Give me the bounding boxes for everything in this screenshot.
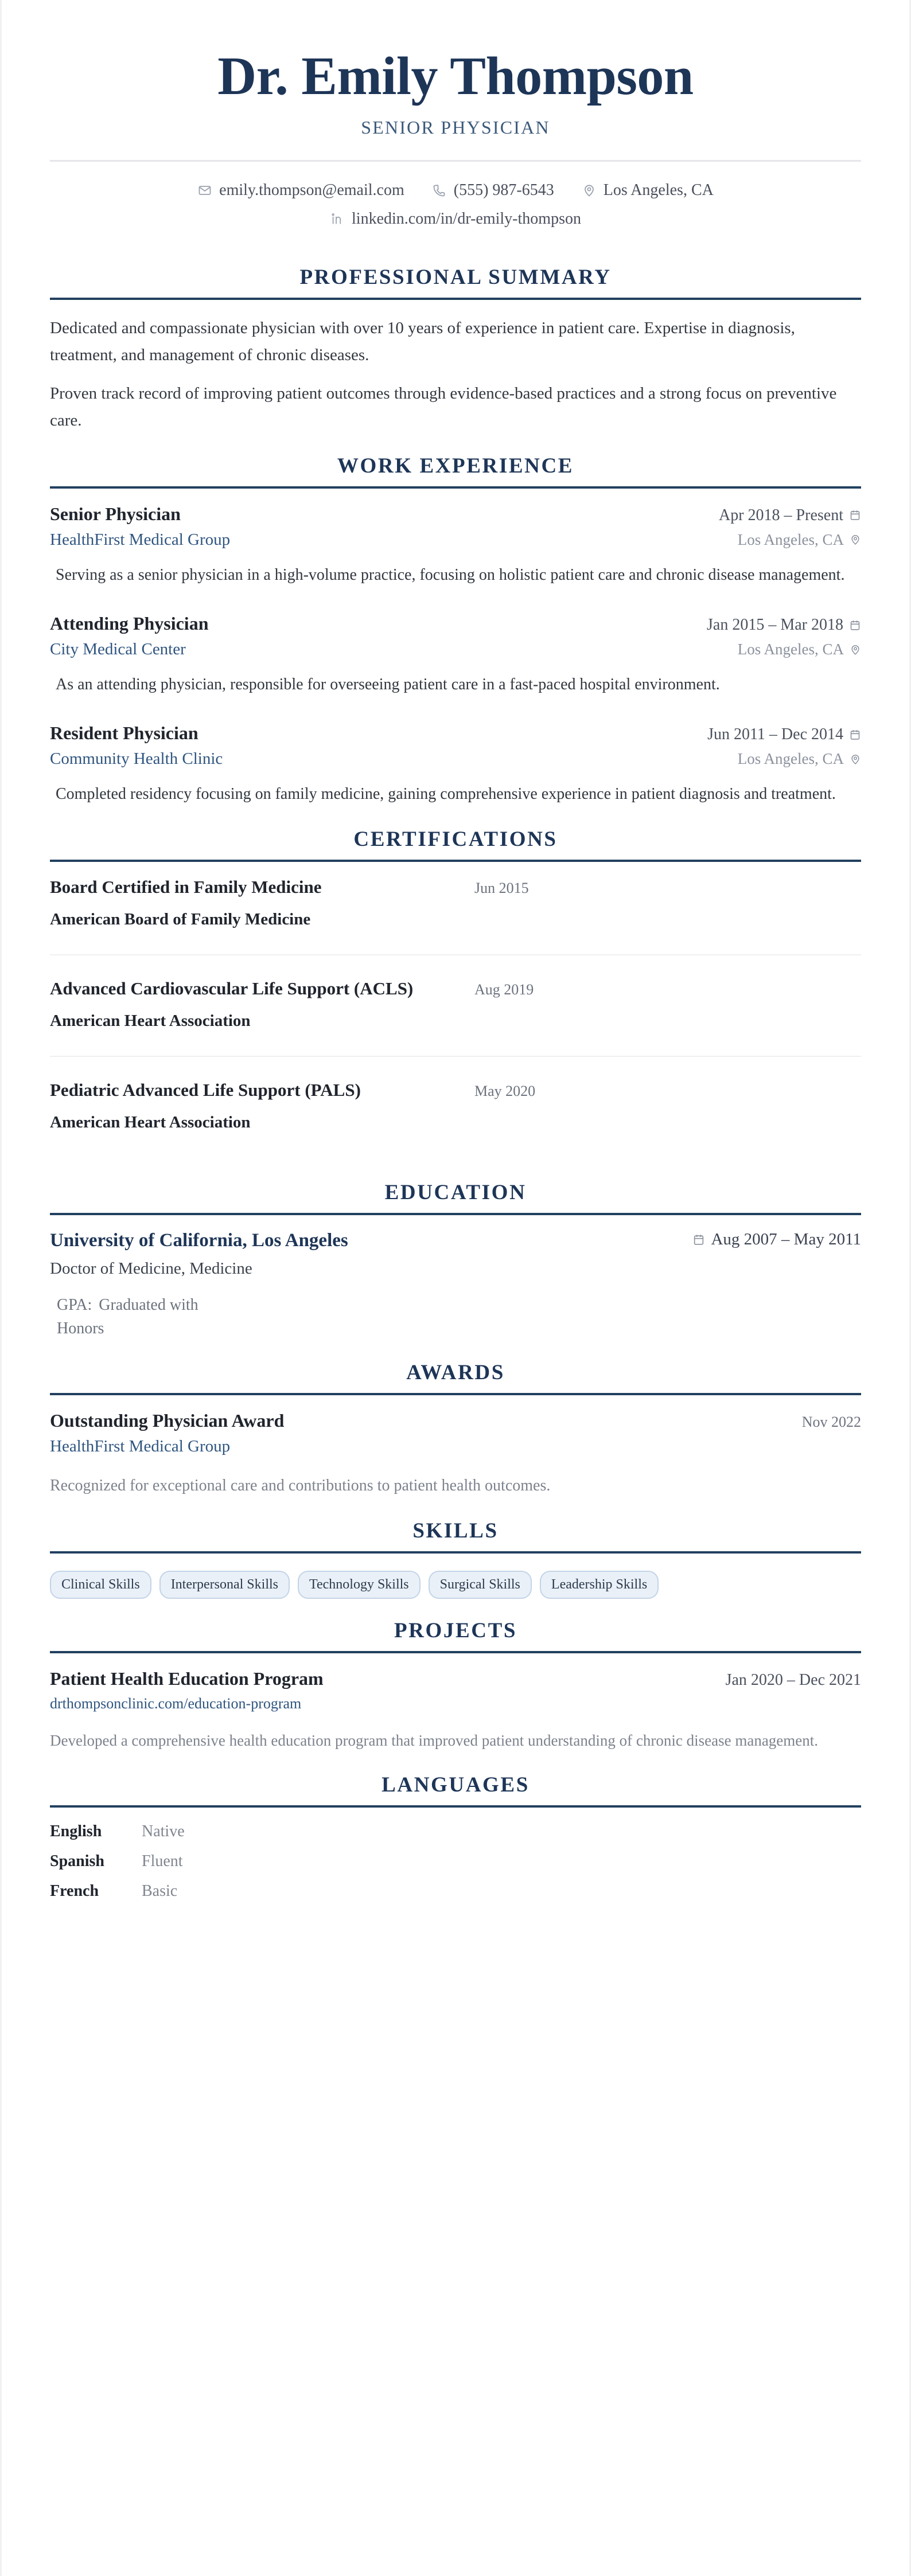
award-entry bbox=[50, 1410, 861, 1499]
section-rule-work bbox=[50, 486, 861, 489]
work-entry-header bbox=[50, 723, 861, 744]
certification-date: May 2020 bbox=[474, 1082, 536, 1099]
map-pin-icon bbox=[582, 183, 597, 198]
work-role: Resident Physician bbox=[50, 723, 198, 744]
certification-header bbox=[50, 1080, 861, 1100]
section-languages bbox=[50, 1773, 861, 1900]
project-entry bbox=[50, 1668, 861, 1753]
calendar-icon bbox=[849, 619, 861, 631]
work-entry-header bbox=[50, 613, 861, 634]
work-date bbox=[707, 616, 861, 634]
section-awards bbox=[50, 1360, 861, 1499]
project-description: Developed a comprehensive health education program that improved patient understanding of chronic disease management. bbox=[50, 1731, 819, 1749]
award-description: Recognized for exceptional care and contributions to patient health outcomes. bbox=[50, 1476, 551, 1494]
work-description: Completed residency focusing on family medicine, gaining comprehensive experience in patient diagnosis and treatment. bbox=[56, 785, 836, 803]
section-rule-awards bbox=[50, 1393, 861, 1395]
work-entry-subheader bbox=[50, 530, 861, 549]
education-gpa-label: GPA: bbox=[57, 1295, 92, 1314]
contact-row-primary bbox=[50, 181, 861, 200]
section-title-summary: PROFESSIONAL SUMMARY bbox=[299, 265, 612, 289]
section-title-awards: AWARDS bbox=[406, 1360, 505, 1384]
work-role: Attending Physician bbox=[50, 613, 209, 634]
section-rule-certifications bbox=[50, 860, 861, 862]
award-header bbox=[50, 1410, 861, 1431]
contact-location-text: Los Angeles, CA bbox=[603, 181, 714, 199]
language-level: Fluent bbox=[142, 1852, 183, 1870]
work-entry bbox=[50, 723, 861, 807]
work-date-text: Jun 2011 – Dec 2014 bbox=[707, 725, 843, 744]
award-organization: HealthFirst Medical Group bbox=[50, 1437, 231, 1455]
skills-chip-list bbox=[50, 1568, 861, 1599]
skill-chip[interactable]: Leadership Skills bbox=[540, 1571, 659, 1599]
work-location bbox=[738, 641, 861, 658]
certification-name: Board Certified in Family Medicine bbox=[50, 876, 322, 897]
contact-email[interactable] bbox=[197, 181, 404, 200]
map-pin-icon bbox=[850, 754, 861, 765]
certification-item bbox=[50, 877, 861, 955]
section-education bbox=[50, 1180, 861, 1341]
section-title-education: EDUCATION bbox=[384, 1180, 527, 1204]
section-skills bbox=[50, 1519, 861, 1599]
project-date: Jan 2020 – Dec 2021 bbox=[725, 1671, 861, 1689]
contact-phone[interactable] bbox=[432, 181, 554, 200]
certification-item bbox=[50, 1080, 861, 1157]
skill-chip[interactable]: Surgical Skills bbox=[429, 1571, 532, 1599]
certification-issuer: American Heart Association bbox=[50, 1113, 251, 1131]
map-pin-icon bbox=[850, 534, 861, 545]
work-role: Senior Physician bbox=[50, 503, 181, 524]
summary-paragraph: Dedicated and compassionate physician with over 10 years of experience in patient care. Expertise in diagnosis, treatment, and management of chronic diseases. bbox=[50, 318, 795, 364]
contact-linkedin-text: linkedin.com/in/dr-emily-thompson bbox=[352, 209, 581, 228]
certification-header bbox=[50, 978, 861, 999]
calendar-icon bbox=[692, 1234, 705, 1246]
certification-name: Pediatric Advanced Life Support (PALS) bbox=[50, 1079, 361, 1100]
section-projects bbox=[50, 1618, 861, 1753]
phone-icon bbox=[432, 183, 447, 198]
section-certifications bbox=[50, 827, 861, 1157]
work-entry-subheader bbox=[50, 750, 861, 768]
section-rule-projects bbox=[50, 1651, 861, 1653]
work-date-text: Jan 2015 – Mar 2018 bbox=[707, 616, 843, 634]
envelope-icon bbox=[197, 183, 212, 198]
language-name: Spanish bbox=[50, 1852, 104, 1870]
work-description: Serving as a senior physician in a high-volume practice, focusing on holistic patient care and chronic disease management. bbox=[56, 565, 845, 584]
education-date-text: Aug 2007 – May 2011 bbox=[711, 1230, 861, 1249]
work-location-text: Los Angeles, CA bbox=[737, 641, 844, 658]
education-date bbox=[692, 1230, 861, 1249]
skill-chip[interactable]: Technology Skills bbox=[298, 1571, 421, 1599]
section-rule-skills bbox=[50, 1551, 861, 1554]
certification-name: Advanced Cardiovascular Life Support (ACLS) bbox=[50, 978, 414, 998]
education-gpa bbox=[50, 1293, 222, 1341]
work-date bbox=[719, 506, 861, 525]
work-entry bbox=[50, 504, 861, 588]
skill-chip[interactable]: Interpersonal Skills bbox=[159, 1571, 290, 1599]
resume-header bbox=[50, 0, 861, 138]
section-title-projects: PROJECTS bbox=[394, 1618, 517, 1642]
contact-linkedin[interactable] bbox=[330, 210, 581, 228]
section-rule-education bbox=[50, 1213, 861, 1215]
linkedin-icon bbox=[330, 212, 345, 227]
section-title-work: WORK EXPERIENCE bbox=[337, 454, 574, 478]
education-header bbox=[50, 1230, 861, 1251]
project-link[interactable]: drthompsonclinic.com/education-program bbox=[50, 1695, 302, 1712]
work-location bbox=[738, 750, 861, 768]
certification-header bbox=[50, 877, 861, 897]
work-organization: HealthFirst Medical Group bbox=[50, 530, 231, 549]
work-location-text: Los Angeles, CA bbox=[737, 750, 844, 768]
work-organization: Community Health Clinic bbox=[50, 750, 223, 768]
work-entry-header bbox=[50, 504, 861, 525]
work-date-text: Apr 2018 – Present bbox=[719, 506, 843, 524]
education-degree: Doctor of Medicine, Medicine bbox=[50, 1259, 252, 1278]
language-row bbox=[50, 1852, 861, 1871]
certification-issuer: American Board of Family Medicine bbox=[50, 910, 311, 928]
project-name: Patient Health Education Program bbox=[50, 1668, 324, 1689]
section-title-certifications: CERTIFICATIONS bbox=[353, 827, 558, 851]
section-title-languages: LANGUAGES bbox=[381, 1773, 530, 1797]
contact-email-text: emily.thompson@email.com bbox=[219, 181, 404, 199]
certification-date: Aug 2019 bbox=[474, 981, 534, 998]
certification-item bbox=[50, 978, 861, 1057]
calendar-icon bbox=[849, 509, 861, 521]
work-entry bbox=[50, 613, 861, 697]
certification-issuer: American Heart Association bbox=[50, 1011, 251, 1030]
education-gpa-value: Graduated with Honors bbox=[57, 1295, 198, 1338]
contact-block bbox=[50, 162, 861, 245]
education-school: University of California, Los Angeles bbox=[50, 1230, 348, 1251]
work-organization: City Medical Center bbox=[50, 640, 186, 659]
language-row bbox=[50, 1882, 861, 1900]
language-name: English bbox=[50, 1822, 102, 1840]
language-row bbox=[50, 1822, 861, 1841]
section-title-skills: SKILLS bbox=[412, 1519, 499, 1543]
work-location-text: Los Angeles, CA bbox=[737, 530, 844, 548]
contact-location[interactable] bbox=[582, 181, 714, 200]
work-date bbox=[707, 725, 861, 744]
contact-phone-text: (555) 987-6543 bbox=[453, 181, 554, 199]
candidate-job-title: SENIOR PHYSICIAN bbox=[361, 116, 550, 138]
certification-date: Jun 2015 bbox=[474, 879, 529, 896]
summary-paragraph: Proven track record of improving patient outcomes through evidence-based practices and a strong focus on preventive care. bbox=[50, 384, 837, 430]
skill-chip[interactable]: Clinical Skills bbox=[50, 1571, 151, 1599]
award-name: Outstanding Physician Award bbox=[50, 1410, 285, 1431]
section-work-experience bbox=[50, 454, 861, 807]
language-level: Basic bbox=[142, 1882, 178, 1900]
section-professional-summary bbox=[50, 265, 861, 434]
project-header bbox=[50, 1668, 861, 1689]
contact-row-secondary bbox=[50, 210, 861, 228]
work-description: As an attending physician, responsible for overseeing patient care in a fast-paced hospital environment. bbox=[56, 676, 720, 694]
language-name: French bbox=[50, 1882, 99, 1900]
section-rule-summary bbox=[50, 298, 861, 300]
language-level: Native bbox=[142, 1822, 185, 1840]
calendar-icon bbox=[849, 729, 861, 741]
map-pin-icon bbox=[850, 644, 861, 655]
candidate-name: Dr. Emily Thompson bbox=[217, 46, 694, 106]
work-entry-subheader bbox=[50, 640, 861, 659]
work-location bbox=[738, 531, 861, 549]
award-date: Nov 2022 bbox=[801, 1413, 861, 1430]
education-entry bbox=[50, 1230, 861, 1341]
section-rule-languages bbox=[50, 1805, 861, 1808]
award-subheader bbox=[50, 1437, 861, 1456]
